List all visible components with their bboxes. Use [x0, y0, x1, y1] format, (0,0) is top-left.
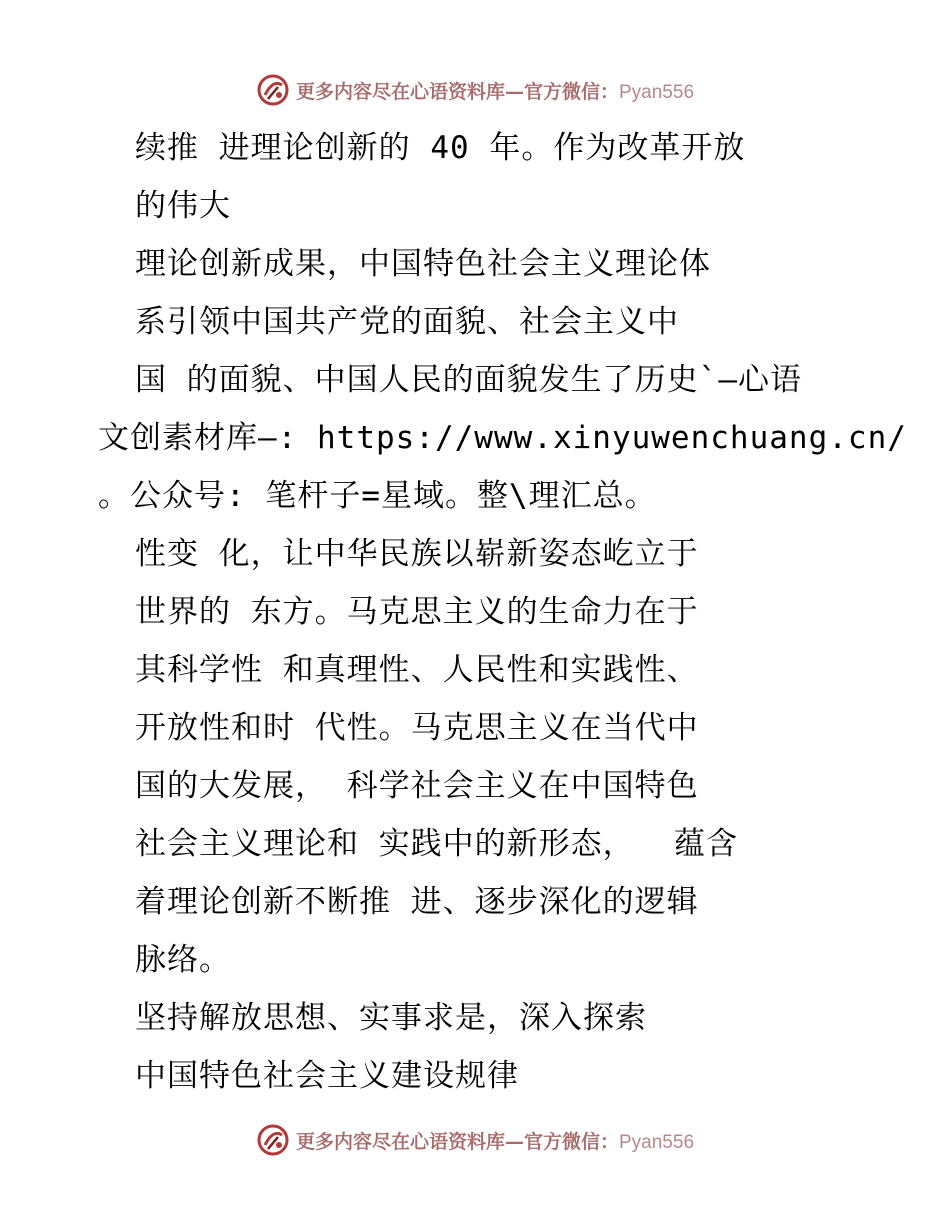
body-line-17: 中国特色社会主义建设规律 — [135, 1058, 519, 1094]
body-line-2: 的伟大 — [135, 188, 231, 224]
body-line-8: 性变 化，让中华民族以崭新姿态屹立于 — [135, 536, 699, 572]
body-line-1: 续推 进理论创新的 40 年。作为改革开放 — [135, 130, 746, 166]
header-watermark-banner — [0, 70, 950, 110]
body-line-6: 文创素材库—: https://www.xinyuwenchuang.cn/ — [98, 420, 907, 456]
body-line-12: 国的大发展， 科学社会主义在中国特色 — [135, 768, 699, 804]
body-line-13: 社会主义理论和 实践中的新形态， 蕴含 — [135, 826, 738, 862]
body-line-15: 脉络。 — [135, 942, 231, 978]
body-line-10: 其科学性 和真理性、人民性和实践性、 — [135, 652, 699, 688]
footer-watermark-text: 更多内容尽在心语资料库—官方微信：Pyan556 — [295, 1130, 695, 1153]
body-line-16: 坚持解放思想、实事求是，深入探索 — [135, 1000, 647, 1036]
body-line-7: 。公众号: 笔杆子=星域。整\理汇总。 — [98, 478, 657, 514]
seal-logo-icon — [256, 1123, 290, 1157]
body-line-3: 理论创新成果，中国特色社会主义理论体 — [135, 246, 711, 282]
header-watermark-text: 更多内容尽在心语资料库—官方微信：Pyan556 — [295, 80, 695, 103]
body-line-4: 系引领中国共产党的面貌、社会主义中 — [135, 304, 679, 340]
footer-watermark-banner — [0, 1120, 950, 1160]
body-line-11: 开放性和时 代性。马克思主义在当代中 — [135, 710, 699, 746]
body-line-9: 世界的 东方。马克思主义的生命力在于 — [135, 594, 699, 630]
body-line-14: 着理论创新不断推 进、逐步深化的逻辑 — [135, 884, 699, 920]
body-line-5: 国 的面貌、中国人民的面貌发生了历史`—心语 — [135, 362, 802, 398]
seal-logo-icon — [256, 73, 290, 107]
